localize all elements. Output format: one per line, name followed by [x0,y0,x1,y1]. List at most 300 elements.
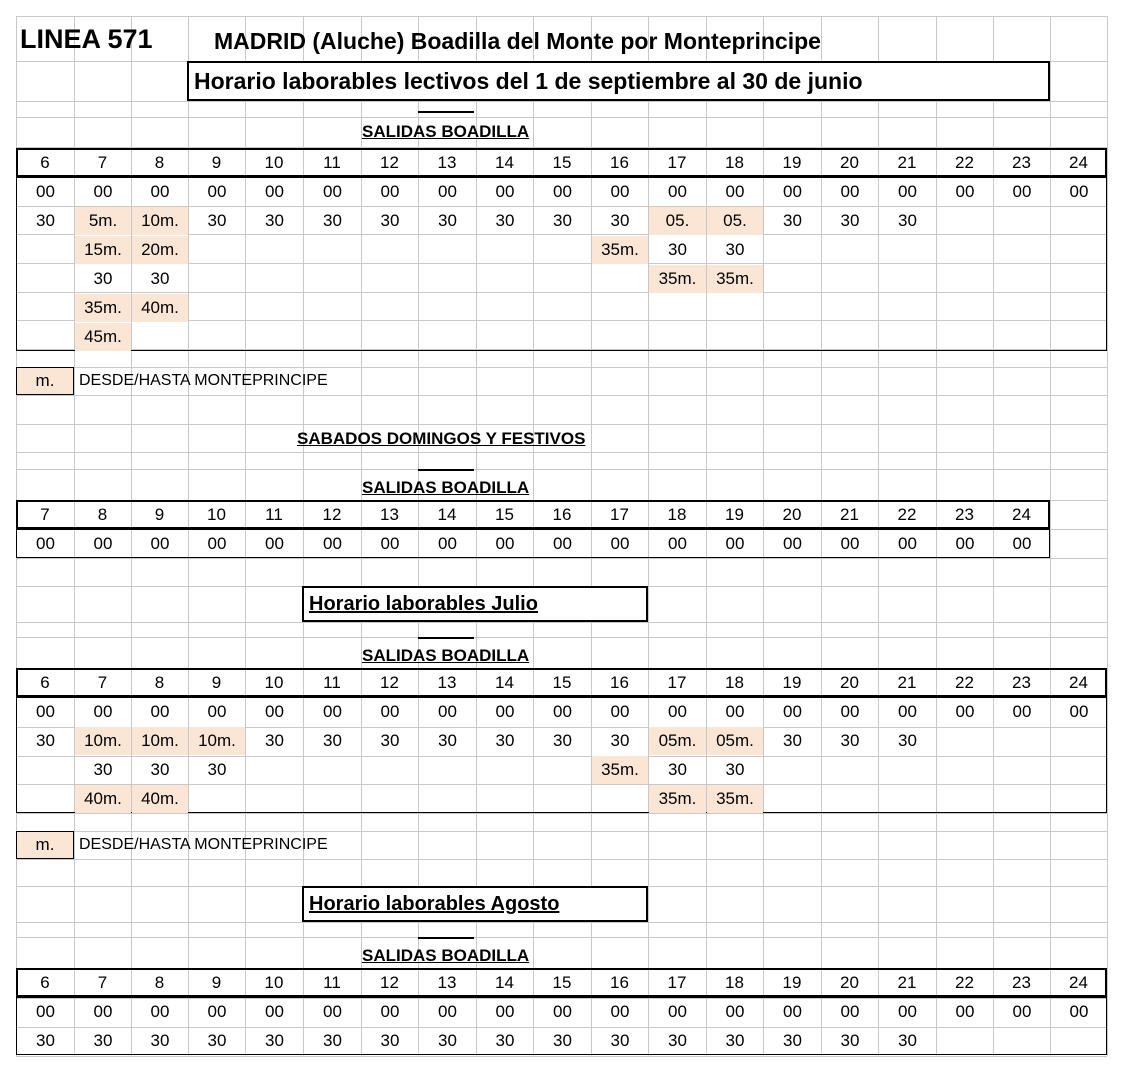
departure-cell: 00 [783,182,802,201]
departure-cell [419,785,476,813]
grid-row-line [16,813,1107,814]
departure-cell [189,236,245,264]
departure-cell: 00 [1069,182,1089,201]
departure-cell: 00 [1069,1002,1089,1021]
grid-row-line [16,424,1107,425]
hour-header-cell: 9 [211,152,222,172]
hour-header-cell: 15 [552,152,572,172]
departure-cell [362,756,418,784]
departure-cell [304,785,361,813]
hour-header-cell: 11 [323,152,341,172]
departure-cell: 30 [840,731,860,750]
departure-cell: 00 [265,534,284,553]
departure-cell: 30 [265,1031,284,1050]
departure-cell: 30 [265,731,284,750]
grid-row-line [16,101,1107,102]
departure-cell [879,785,936,813]
departure-cell [1051,1027,1107,1055]
hour-header-cell: 20 [840,672,859,692]
hour-header-cell: 13 [380,504,399,524]
departure-cell: 00 [495,534,515,553]
departure-cell [17,785,74,813]
departure-cell [477,756,533,784]
departure-cell [362,323,418,351]
legend-marker: m. [16,367,74,395]
departure-cell: 00 [93,182,113,201]
hour-header-cell: 14 [495,972,514,992]
hour-header-cell: 22 [955,152,974,172]
departure-cell [592,265,648,293]
departure-cell [362,236,418,264]
departure-cell [822,785,878,813]
departure-cell [764,756,821,784]
hour-header-cell: 7 [40,504,50,524]
hour-header-cell: 11 [323,972,341,992]
departure-cell: 00 [36,182,55,201]
hour-header-cell: 13 [437,672,457,692]
departure-cell: 00 [93,534,113,553]
departure-cell: 30 [783,211,802,230]
departure-cell [937,756,993,784]
departure-cell [879,294,936,322]
hour-header-cell: 19 [782,672,802,692]
departure-cell [707,323,763,351]
departure-cell [764,294,821,322]
legend-text: DESDE/HASTA MONTEPRINCIPE [79,372,328,389]
departure-cell: 40m. [132,785,188,813]
departure-cell: 05. [707,207,763,235]
departure-cell [592,785,648,813]
departure-cell [419,756,476,784]
hour-header-cell: 11 [265,504,283,524]
departure-cell [937,785,993,813]
departure-cell: 00 [438,534,457,553]
departure-cell [477,265,533,293]
hour-header-cell: 18 [725,972,744,992]
grid-row-line [16,937,1107,938]
departure-cell [764,785,821,813]
grid-row-line [16,622,1107,623]
departure-cell [1051,323,1107,351]
departure-cell: 30 [93,1031,113,1050]
departure-cell: 10m. [189,727,245,755]
departure-cell [822,323,878,351]
grid-row-line [16,859,1107,860]
departure-cell [937,207,993,235]
departure-cell: 00 [36,534,55,553]
hour-header-cell: 16 [552,504,572,524]
departure-cell: 00 [955,182,975,201]
departure-cell: 30 [150,1031,170,1050]
grid-row-line [16,831,1107,832]
departure-cell: 30 [438,1031,457,1050]
departure-cell: 00 [955,534,975,553]
hour-header-cell: 14 [437,504,457,524]
hour-header-cell: 19 [782,972,802,992]
hour-header-cell: 24 [1069,672,1088,692]
departure-cell: 30 [610,211,630,230]
legend-text: DESDE/HASTA MONTEPRINCIPE [79,836,328,853]
departure-cell: 00 [553,534,572,553]
departure-cell: 40m. [75,785,131,813]
hour-header-cell: 9 [154,504,165,524]
departure-cell: 00 [668,182,687,201]
grid-row-line [16,117,1107,118]
departure-cell [246,265,303,293]
grid-row-line [16,367,1107,368]
departure-cell: 00 [955,702,975,721]
hour-header-cell: 6 [40,972,50,992]
departure-cell: 30 [380,211,400,230]
departure-cell [822,756,878,784]
departure-cell [1051,265,1107,293]
departure-cell: 00 [150,1002,170,1021]
departure-cell [534,236,591,264]
hour-header-cell: 17 [667,152,687,172]
departure-cell: 30 [610,731,630,750]
departure-cell [994,1027,1050,1055]
departure-cell: 30 [783,731,802,750]
departure-cell: 05m. [707,727,763,755]
hour-header-cell: 19 [782,152,802,172]
hour-header-cell: 14 [495,152,514,172]
departure-cell: 00 [36,702,55,721]
departure-cell: 00 [898,702,917,721]
hour-header-cell: 10 [207,504,226,524]
departure-cell: 00 [840,182,860,201]
departure-cell [879,265,936,293]
hour-header-cell: 8 [154,672,165,692]
departure-cell: 00 [207,534,227,553]
departure-cell [1051,236,1107,264]
departure-cell: 30 [265,211,284,230]
hour-header-cell: 21 [897,152,917,172]
departure-cell [994,207,1050,235]
departure-cell: 00 [323,702,342,721]
departure-cell [994,265,1050,293]
departure-cell [822,265,878,293]
divider-mark [418,637,474,639]
hour-header-cell: 17 [667,972,687,992]
departure-cell: 00 [840,1002,860,1021]
departure-cell: 00 [1069,702,1089,721]
departure-cell: 00 [380,1002,400,1021]
departure-cell: 00 [725,702,745,721]
departure-cell [994,785,1050,813]
departure-cell: 30 [668,240,687,259]
departure-cell [879,756,936,784]
departure-cell [534,265,591,293]
hour-header-cell: 21 [897,972,917,992]
departure-cell: 00 [207,702,227,721]
departure-cell [362,294,418,322]
departure-cell [764,323,821,351]
departure-cell [246,756,303,784]
hour-header-cell: 17 [667,672,687,692]
departure-cell [937,236,993,264]
hour-header-cell: 16 [610,152,629,172]
hour-header-cell: 20 [782,504,802,524]
departure-cell: 30 [380,1031,400,1050]
departure-cell [994,323,1050,351]
departure-cell: 30 [898,1031,917,1050]
hour-header-cell: 18 [725,152,744,172]
departure-cell: 30 [438,211,457,230]
hour-header-cell: 15 [552,972,572,992]
departure-cell: 30 [93,760,113,779]
departure-cell: 00 [323,534,342,553]
departure-cell [1051,727,1107,755]
departure-cell: 00 [1012,1002,1032,1021]
departure-cell: 30 [495,731,515,750]
departure-cell: 30 [783,1031,802,1050]
departure-cell: 10m. [132,727,188,755]
hour-header-cell: 10 [264,972,284,992]
departure-cell: 35m. [75,294,131,322]
departure-cell: 00 [323,1002,342,1021]
divider-mark [418,937,474,939]
departure-cell: 00 [495,702,515,721]
departure-cell: 10m. [75,727,131,755]
hour-header-cell: 10 [264,672,284,692]
departure-cell: 00 [93,1002,113,1021]
hour-header-cell: 13 [437,152,457,172]
departure-cell: 00 [553,182,572,201]
departure-cell: 30 [725,760,745,779]
departure-cell: 00 [36,1002,55,1021]
grid-row-line [16,469,1107,470]
departure-cell: 10m. [132,207,188,235]
departure-cell: 00 [553,1002,572,1021]
hour-header-cell: 18 [725,672,744,692]
departure-cell: 30 [840,1031,860,1050]
departure-cell: 30 [36,1031,55,1050]
departure-cell [189,323,245,351]
departure-cell: 20m. [132,236,188,264]
hour-header-cell: 14 [495,672,514,692]
departure-cell [17,236,74,264]
departure-cell: 30 [553,211,572,230]
departure-cell [477,323,533,351]
hour-header-cell: 11 [323,672,341,692]
hour-header-cell: 18 [667,504,687,524]
departure-cell: 30 [323,211,342,230]
departure-cell: 00 [668,702,687,721]
departure-cell: 00 [265,702,284,721]
grid-row-line [16,452,1107,453]
hour-header-cell: 15 [552,672,572,692]
departure-cell: 40m. [132,294,188,322]
departure-cell [189,294,245,322]
departure-cell: 30 [610,1031,630,1050]
hour-header-cell: 21 [840,504,859,524]
departure-cell: 00 [438,182,457,201]
departure-cell: 30 [93,269,113,288]
departure-cell: 00 [380,702,400,721]
departure-cell: 30 [725,240,745,259]
departure-cell: 35m. [649,265,706,293]
schedule-3-title: Horario laborables Julio [302,586,648,622]
departure-cell: 00 [1012,182,1032,201]
hour-header-cell: 24 [1069,152,1088,172]
departure-cell: 30 [380,731,400,750]
departure-cell: 35m. [707,265,763,293]
departure-cell: 00 [668,534,687,553]
hour-header-cell: 19 [725,504,744,524]
hour-header-cell: 21 [897,672,917,692]
departure-cell: 00 [840,534,860,553]
schedule-3-subtitle: SALIDAS BOADILLA [362,646,530,665]
departure-cell: 00 [725,1002,745,1021]
departure-cell: 15m. [75,236,131,264]
hour-header-cell: 10 [264,152,284,172]
grid-row-line [16,637,1107,638]
route-title: MADRID (Aluche) Boadilla del Monte por Monteprincipe [214,28,821,54]
departure-cell: 00 [495,1002,515,1021]
departure-cell: 00 [898,182,917,201]
grid-row-line [16,558,1107,559]
departure-cell [477,294,533,322]
departure-cell [17,756,74,784]
departure-cell [592,294,648,322]
departure-cell: 05m. [649,727,706,755]
line-title: LINEA 571 [20,24,153,54]
departure-cell [477,236,533,264]
grid-row-line [16,1056,1107,1057]
departure-cell [937,727,993,755]
departure-cell [17,294,74,322]
departure-cell: 30 [323,731,342,750]
hour-header-cell: 7 [97,672,108,692]
hour-header-cell: 23 [1012,672,1031,692]
legend-marker: m. [16,831,74,859]
departure-cell: 00 [380,182,400,201]
hour-header-cell: 12 [380,152,399,172]
departure-cell [189,785,245,813]
departure-cell: 00 [610,1002,630,1021]
departure-cell [994,236,1050,264]
departure-cell: 00 [150,182,170,201]
hour-header-cell: 23 [1012,972,1031,992]
departure-cell [362,785,418,813]
departure-cell [937,1027,993,1055]
departure-cell: 35m. [592,756,648,784]
departure-cell: 00 [725,534,745,553]
departure-cell [534,756,591,784]
departure-cell: 35m. [707,785,763,813]
departure-cell: 00 [668,1002,687,1021]
departure-cell: 00 [840,702,860,721]
departure-cell: 30 [495,211,515,230]
departure-cell: 00 [955,1002,975,1021]
departure-cell: 30 [840,211,860,230]
hour-header-cell: 9 [211,672,222,692]
departure-cell: 35m. [592,236,648,264]
departure-cell: 00 [150,534,170,553]
hour-header-cell: 9 [211,972,222,992]
departure-cell [534,294,591,322]
departure-cell: 35m. [649,785,706,813]
hour-header-cell: 22 [955,972,974,992]
departure-cell: 30 [438,731,457,750]
departure-cell: 00 [265,182,284,201]
departure-cell: 30 [668,1031,687,1050]
departure-cell: 00 [438,1002,457,1021]
departure-cell [1051,207,1107,235]
departure-cell: 00 [783,534,802,553]
departure-cell [937,323,993,351]
departure-cell [132,323,188,351]
departure-cell: 30 [150,760,170,779]
schedule-1-title: Horario laborables lectivos del 1 de septiembre al 30 de junio [187,61,1050,101]
hour-header-cell: 23 [1012,152,1031,172]
departure-cell [937,294,993,322]
departure-cell [592,323,648,351]
departure-cell: 30 [36,211,55,230]
departure-cell: 00 [610,534,630,553]
departure-cell [1051,785,1107,813]
hour-header-cell: 16 [610,672,629,692]
hour-header-cell: 8 [154,152,165,172]
departure-cell [1051,756,1107,784]
grid-row-line [16,395,1107,396]
departure-cell: 00 [438,702,457,721]
departure-cell [879,236,936,264]
departure-cell: 05. [649,207,706,235]
departure-cell: 00 [323,182,342,201]
departure-cell [649,323,706,351]
departure-cell: 30 [725,1031,745,1050]
departure-cell [1051,294,1107,322]
departure-cell: 00 [495,182,515,201]
departure-cell: 00 [207,182,227,201]
departure-cell [707,294,763,322]
hour-header-cell: 6 [40,672,50,692]
hour-header-cell: 20 [840,152,859,172]
departure-cell: 00 [610,182,630,201]
grid-column-line [1107,16,1108,1056]
hour-header-cell: 12 [322,504,342,524]
hour-header-cell: 16 [610,972,629,992]
departure-cell: 30 [323,1031,342,1050]
departure-cell: 30 [207,1031,227,1050]
departure-cell [994,727,1050,755]
departure-cell [246,294,303,322]
departure-cell [304,756,361,784]
departure-cell [879,323,936,351]
departure-cell: 30 [553,1031,572,1050]
departure-cell [994,294,1050,322]
hour-header-cell: 12 [380,672,399,692]
departure-cell [419,294,476,322]
divider-mark [418,111,474,113]
departure-cell: 00 [783,1002,802,1021]
departure-cell [246,236,303,264]
schedule-4-subtitle: SALIDAS BOADILLA [362,946,530,965]
hour-header-cell: 24 [1069,972,1088,992]
departure-cell [17,323,74,351]
departure-cell: 00 [725,182,745,201]
departure-cell: 30 [668,760,687,779]
hour-header-cell: 15 [495,504,514,524]
departure-cell [304,236,361,264]
departure-cell [246,785,303,813]
grid-row-line [16,922,1107,923]
hour-header-cell: 20 [840,972,859,992]
departure-cell [419,323,476,351]
hour-header-cell: 24 [1012,504,1031,524]
departure-cell [822,236,878,264]
